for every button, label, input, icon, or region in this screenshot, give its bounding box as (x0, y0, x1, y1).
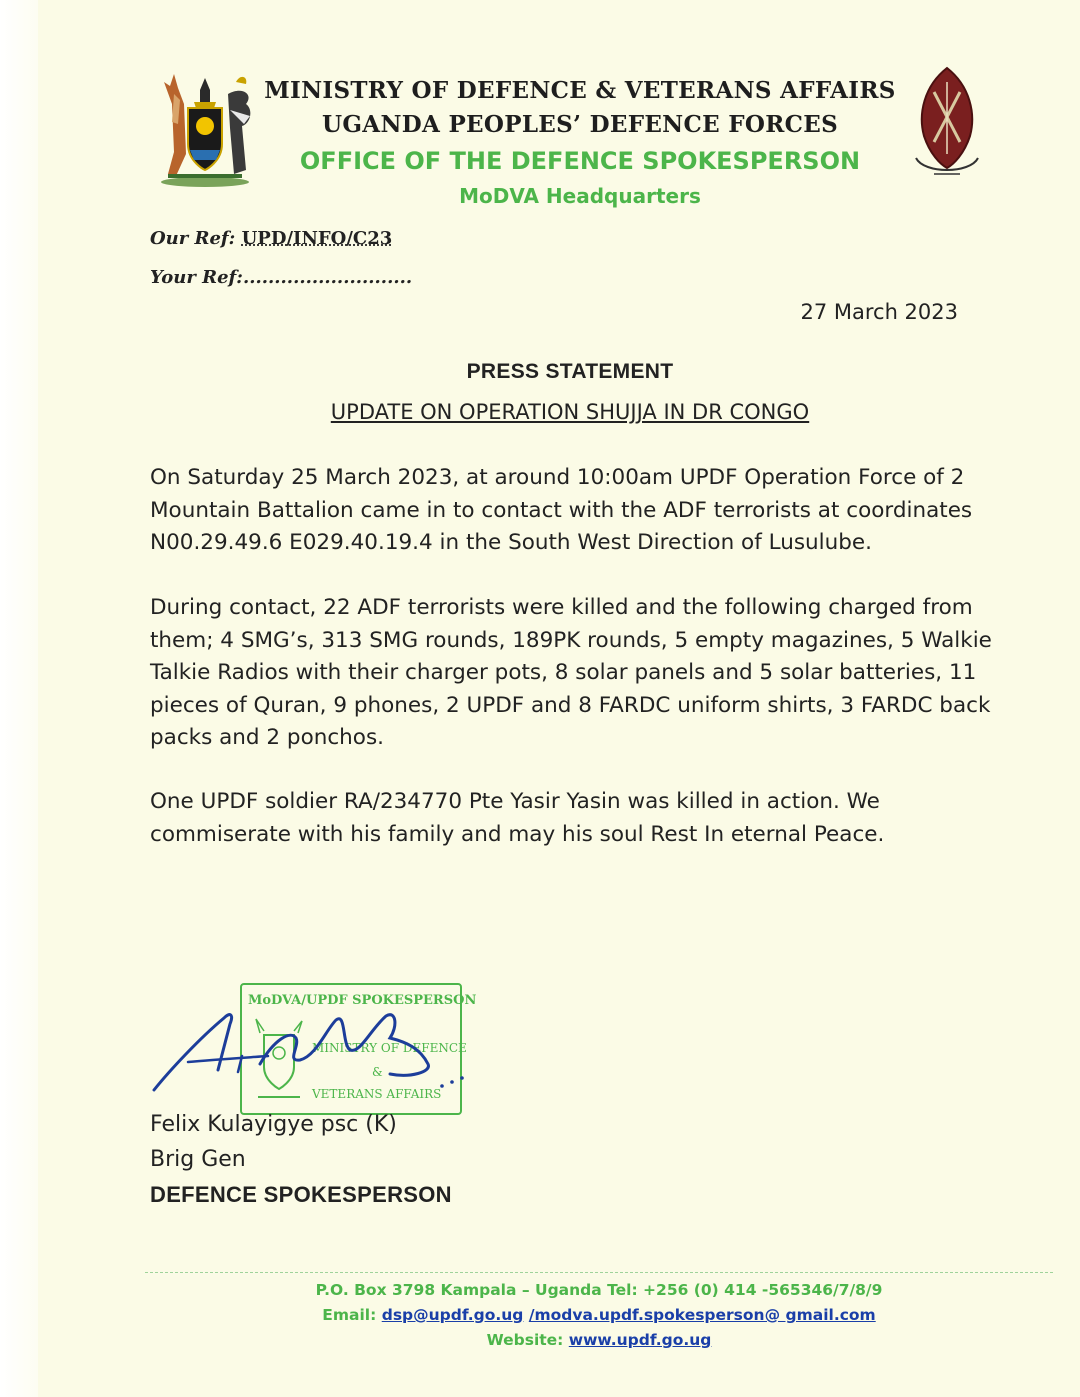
website-label: Website: (486, 1331, 564, 1349)
office-name: OFFICE OF THE DEFENCE SPOKESPERSON (299, 147, 861, 175)
letterhead-text (260, 74, 900, 212)
stamp-line-3: & (372, 1065, 383, 1079)
footer-divider (145, 1272, 1053, 1273)
our-ref-value: UPD/INFO/C23 (241, 228, 393, 249)
force-name: UGANDA PEOPLES’ DEFENCE FORCES (322, 111, 838, 138)
email-link-2[interactable]: /modva.updf.spokesperson@ gmail.com (528, 1306, 876, 1324)
coat-of-arms-icon (150, 64, 260, 189)
your-ref-label: Your Ref: (150, 267, 243, 288)
footer-address: P.O. Box 3798 Kampala – Uganda Tel: +256 (0) 414 -565346/7/8/9 (315, 1281, 883, 1299)
email-link-1[interactable]: dsp@updf.go.ug (381, 1306, 524, 1324)
stamp-line-4: VETERANS AFFAIRS (312, 1087, 442, 1101)
ministry-name: MINISTRY OF DEFENCE & VETERANS AFFAIRS (264, 77, 896, 104)
signatory-rank: Brig Gen (150, 1147, 246, 1172)
document-title: PRESS STATEMENT (466, 360, 674, 383)
updf-emblem-icon (904, 62, 990, 187)
scan-edge (0, 0, 38, 1397)
signature-icon (150, 990, 470, 1100)
our-reference (150, 228, 392, 249)
your-reference (150, 267, 412, 288)
letterhead (140, 62, 1000, 212)
signatory-title: DEFENCE SPOKESPERSON (150, 1182, 452, 1207)
stamp-line-2: MINISTRY OF DEFENCE (312, 1041, 467, 1055)
body-paragraph-3: One UPDF soldier RA/234770 Pte Yasir Yasin was killed in action. We commiserate with his family and may his soul Rest In eternal Peace. (150, 789, 885, 847)
body-paragraph-1: On Saturday 25 March 2023, at around 10:00am UPDF Operation Force of 2 Mountain Battalion came in to contact with the ADF terrorists at coordinates N00.29.49.6 E029.40.19.4 in the South West Direction of Lusulube. (150, 465, 973, 555)
headquarters-name: MoDVA Headquarters (459, 184, 701, 208)
email-label: Email: (322, 1306, 377, 1324)
letter-date: 27 March 2023 (800, 300, 958, 324)
signatory-name: Felix Kulayigye psc (K) (150, 1112, 397, 1137)
your-ref-value: ........................... (242, 267, 413, 288)
website-link[interactable]: www.updf.go.ug (568, 1331, 712, 1349)
footer-email-line (145, 1306, 1053, 1324)
document-subtitle: UPDATE ON OPERATION SHUJJA IN DR CONGO (330, 400, 810, 424)
stamp-line-1: MoDVA/UPDF SPOKESPERSON (248, 993, 477, 1008)
footer-website-line (145, 1331, 1053, 1349)
our-ref-label: Our Ref: (150, 228, 236, 249)
body-paragraph-2: During contact, 22 ADF terrorists were killed and the following charged from them; 4 SMG’s, 313 SMG rounds, 189PK rounds, 5 empty magazines, 5 Walkie Talkie Radios with their charger pots, 8 solar panels and 5 solar batteries, 11 pieces of Quran, 9 phones, 2 UPDF and 8 FARDC uniform shirts, 3 FARDC back packs and 2 ponchos. (150, 595, 992, 750)
